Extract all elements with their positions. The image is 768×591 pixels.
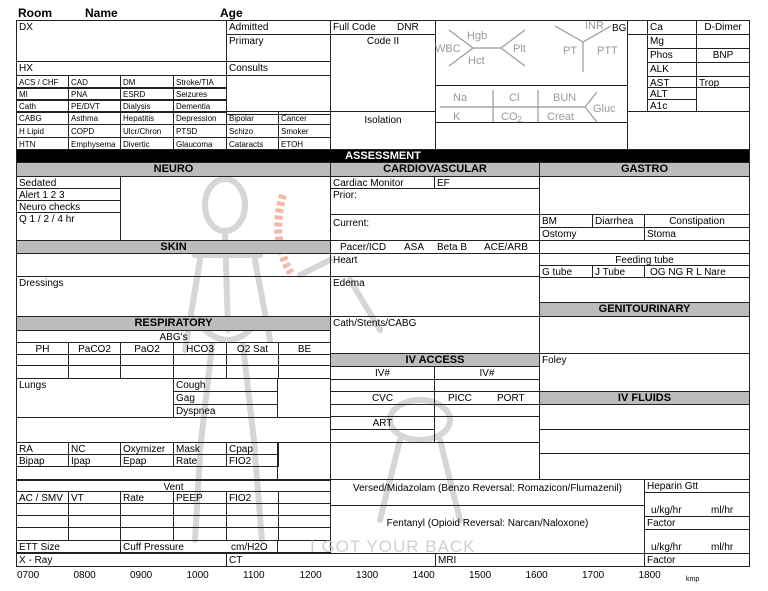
credit-label: kmp <box>686 576 700 583</box>
gastro-header: GASTRO <box>539 162 750 177</box>
iv-fluids-row-1[interactable] <box>539 404 750 430</box>
cardiac-meds-row[interactable] <box>330 240 540 254</box>
cardiac-monitor-field[interactable]: Cardiac Monitor <box>330 176 435 189</box>
alk-field[interactable]: ALK <box>647 62 697 77</box>
vent-value-cell[interactable] <box>173 527 227 541</box>
history-item[interactable]: PE/DVT <box>68 99 121 113</box>
k-label: K <box>453 111 461 123</box>
consults-field[interactable]: Consults <box>226 61 331 76</box>
abg-value-cell[interactable] <box>16 365 69 379</box>
history-item[interactable]: Seizures <box>173 87 227 101</box>
history-item[interactable]: ESRD <box>120 87 174 101</box>
time-label: 0900 <box>130 570 153 581</box>
oxygen-option[interactable]: Oxymizer <box>120 442 174 455</box>
neuro-frequency-field[interactable]: Q 1 / 2 / 4 hr <box>16 212 121 241</box>
gluc-label: Gluc <box>593 103 616 115</box>
current-field[interactable]: Current: <box>330 214 540 241</box>
constipation-field[interactable]: Constipation <box>644 214 750 228</box>
iv-fluids-header: IV FLUIDS <box>539 391 750 405</box>
admitted-field[interactable]: Admitted <box>226 20 331 35</box>
dnr-label[interactable]: DNR <box>397 22 419 33</box>
history-item[interactable]: ETOH <box>278 137 331 151</box>
time-label: 1100 <box>243 570 265 581</box>
feeding-notes[interactable] <box>539 277 750 303</box>
cuff-pressure-field[interactable] <box>120 540 278 553</box>
history-item[interactable]: Bipolar <box>226 111 279 125</box>
time-label: 1200 <box>299 570 322 581</box>
abg-header-cell: O2 Sat <box>226 342 279 355</box>
history-item[interactable]: Cath <box>16 99 69 113</box>
oxygen-option[interactable]: Mask <box>173 442 227 455</box>
stoma-field[interactable]: Stoma <box>644 227 750 241</box>
mri-field[interactable]: MRI <box>435 553 645 567</box>
co2-subscript: 2 <box>517 115 522 123</box>
age-label: Age <box>220 6 243 20</box>
iv-fluids-row-2[interactable] <box>539 429 750 454</box>
genitourinary-header: GENITOURINARY <box>539 302 750 317</box>
oxygen-setting[interactable]: Bipap <box>16 454 69 467</box>
heart-field[interactable]: Heart <box>330 253 540 277</box>
ukghr-label-1: u/kg/hr <box>651 505 682 516</box>
oxygen-option[interactable]: NC <box>68 442 121 455</box>
bg-label: BG <box>612 23 627 34</box>
og-ng-field[interactable]: OG NG R L Nare <box>644 265 750 278</box>
iv2-label: IV# <box>434 366 540 380</box>
ostomy-field[interactable]: Ostomy <box>539 227 645 241</box>
prior-field[interactable]: Prior: <box>330 188 540 215</box>
consults-area[interactable] <box>226 75 331 115</box>
abg-value-cell[interactable] <box>120 365 174 379</box>
cuff-pressure-label: Cuff Pressure <box>123 542 184 553</box>
vent-header-cell: PEEP <box>173 491 227 504</box>
ast-field[interactable]: AST <box>647 76 697 88</box>
room-label: Room <box>18 6 52 20</box>
abg-value-cell[interactable] <box>278 365 331 379</box>
abgs-header: ABG's <box>16 330 331 343</box>
time-label: 1800 <box>638 570 661 581</box>
vent-value-cell[interactable] <box>120 527 174 541</box>
iv-access-header: IV ACCESS <box>330 353 540 367</box>
vent-value-cell[interactable] <box>226 527 279 541</box>
history-item[interactable]: MI <box>16 87 69 101</box>
versed-field[interactable]: Versed/Midazolam (Benzo Reversal: Romazicon/Flumazenil) <box>330 479 645 506</box>
lab-notes-box[interactable] <box>435 122 628 150</box>
abg-header-cell: PH <box>16 342 69 355</box>
neuro-header: NEURO <box>16 162 331 177</box>
bnp-value[interactable] <box>696 62 750 77</box>
abg-header-cell: PaO2 <box>120 342 174 355</box>
edema-field[interactable]: Edema <box>330 276 540 317</box>
port-label[interactable]: PORT <box>497 393 525 404</box>
time-label: 0800 <box>73 570 96 581</box>
history-item[interactable]: Asthma <box>68 111 121 125</box>
d-dimer-field[interactable]: D-Dimer <box>696 20 750 35</box>
oxygen-setting[interactable]: Rate <box>173 454 227 467</box>
g-tube-field[interactable]: G tube <box>539 265 593 278</box>
history-item[interactable]: Stroke/TIA <box>173 75 227 89</box>
feeding-tube-label: Feeding tube <box>539 253 750 266</box>
oxygen-values[interactable] <box>16 466 278 480</box>
inr-label: INR <box>585 20 604 32</box>
bnp-field[interactable]: BNP <box>696 48 750 63</box>
co2-label: CO <box>501 111 518 123</box>
heparin-gtt-field[interactable]: Heparin Gtt <box>644 479 750 493</box>
gag-field[interactable]: Gag <box>173 391 278 405</box>
foley-field[interactable]: Foley <box>539 353 750 392</box>
name-label: Name <box>85 6 118 20</box>
alt-field[interactable]: ALT <box>647 87 697 100</box>
abg-header-cell: HCO3 <box>173 342 227 355</box>
hgb-label: Hgb <box>467 30 488 42</box>
abg-header-cell: BE <box>278 342 331 355</box>
resp-extra[interactable] <box>277 378 331 418</box>
art-field[interactable] <box>330 429 435 443</box>
history-item[interactable]: COPD <box>68 124 121 138</box>
trop-field[interactable]: Trop <box>696 76 750 88</box>
factor-field-2[interactable]: Factor <box>644 553 750 567</box>
neuro-checks-field[interactable]: Neuro checks <box>16 200 121 213</box>
xray-field[interactable]: X - Ray <box>16 553 227 567</box>
abg-value-cell[interactable] <box>226 365 279 379</box>
plt-label: Plt <box>513 43 526 55</box>
art-label[interactable]: ART <box>330 416 435 430</box>
factor-field-1[interactable]: Factor <box>644 516 750 530</box>
gastro-extra[interactable] <box>539 240 750 254</box>
factor-rate-row[interactable] <box>644 529 750 554</box>
mlhr-label-2: ml/hr <box>711 542 734 553</box>
code-status-row[interactable] <box>330 20 436 35</box>
time-label: 1600 <box>525 570 548 581</box>
history-item[interactable]: DM <box>120 75 174 89</box>
code-ii-field[interactable]: Code II <box>330 34 436 112</box>
oxygen-setting[interactable]: FIO2 <box>226 454 279 467</box>
bun-label: BUN <box>553 92 577 104</box>
history-item[interactable]: Cancer <box>278 111 331 125</box>
cardiovascular-header: CARDIOVASCULAR <box>330 162 540 177</box>
bg-cell[interactable] <box>627 20 648 35</box>
history-item[interactable]: Divertic <box>120 137 174 151</box>
beta-blocker-label[interactable]: Beta B <box>437 242 468 253</box>
diarrhea-field[interactable]: Diarrhea <box>592 214 645 228</box>
abg-value-cell[interactable] <box>173 365 227 379</box>
abg-value-cell[interactable] <box>68 365 121 379</box>
vent-value-cell[interactable] <box>68 527 121 541</box>
isolation-field[interactable]: Isolation <box>330 111 436 150</box>
cvc-label[interactable]: CVC <box>330 391 435 405</box>
alert-field[interactable]: Alert 1 2 3 <box>16 188 121 201</box>
vent-value-cell[interactable] <box>16 527 69 541</box>
bm-field[interactable]: BM <box>539 214 593 228</box>
hx-field[interactable]: HX <box>16 61 227 76</box>
fentanyl-field[interactable]: Fentanyl (Opioid Reversal: Narcan/Naloxone) <box>330 505 645 554</box>
time-label: 1500 <box>469 570 492 581</box>
dyspnea-field[interactable]: Dyspnea <box>173 404 278 418</box>
gu-notes[interactable] <box>539 316 750 354</box>
picc-port-row[interactable] <box>434 391 540 405</box>
history-item[interactable]: H Lipid <box>16 124 69 138</box>
pacer-label[interactable]: Pacer/ICD <box>340 242 387 253</box>
oxygen-extra[interactable] <box>277 442 331 480</box>
j-tube-field[interactable]: J Tube <box>592 265 645 278</box>
lungs-field[interactable]: Lungs <box>16 378 174 418</box>
history-item[interactable]: Hepatitis <box>120 111 174 125</box>
pt-label: PT <box>563 45 578 57</box>
time-label: 0700 <box>17 570 40 581</box>
cath-stents-field[interactable]: Cath/Stents/CABG <box>330 316 540 354</box>
history-item[interactable]: PNA <box>68 87 121 101</box>
time-label: 1700 <box>582 570 605 581</box>
oxygen-setting[interactable]: Epap <box>120 454 174 467</box>
iv-extra[interactable] <box>434 416 540 443</box>
ett-size-field[interactable]: ETT Size <box>16 540 121 553</box>
sedated-field[interactable]: Sedated <box>16 176 121 189</box>
lab-extra-field[interactable] <box>627 111 750 150</box>
neuro-notes[interactable] <box>120 176 331 241</box>
skin-header: SKIN <box>16 240 331 254</box>
vent-header-cell: FIO2 <box>226 491 279 504</box>
asa-label[interactable]: ASA <box>404 242 425 253</box>
heparin-rate-row[interactable] <box>644 492 750 517</box>
ptt-label: PTT <box>597 45 618 57</box>
history-item[interactable]: CABG <box>16 111 69 125</box>
respiratory-header: RESPIRATORY <box>16 316 331 331</box>
abg-header-cell: PaCO2 <box>68 342 121 355</box>
history-item[interactable]: Emphysema <box>68 137 121 151</box>
phos-field[interactable]: Phos <box>647 48 697 63</box>
history-item[interactable]: Smoker <box>278 124 331 138</box>
oxygen-option[interactable]: RA <box>16 442 69 455</box>
vent-header-cell: VT <box>68 491 121 504</box>
primary-field[interactable]: Primary <box>226 34 331 62</box>
history-item[interactable]: HTN <box>16 137 69 151</box>
vent-header: Vent <box>16 479 331 492</box>
ct-field[interactable]: CT <box>226 553 436 567</box>
trop-value[interactable] <box>696 87 750 112</box>
history-item[interactable]: Schizo <box>226 124 279 138</box>
time-label: 1300 <box>356 570 379 581</box>
hct-label: Hct <box>468 55 485 67</box>
picc-label[interactable]: PICC <box>448 393 472 404</box>
assessment-header: ASSESSMENT <box>16 149 750 163</box>
svg-text:CO2 <box>501 111 523 123</box>
cl-label: Cl <box>509 92 520 104</box>
a1c-field[interactable]: A1c <box>647 99 697 112</box>
time-label: 1000 <box>186 570 209 581</box>
resp-notes[interactable] <box>16 417 331 443</box>
history-item[interactable]: ACS / CHF <box>16 75 69 89</box>
mg-field[interactable]: Mg <box>647 34 697 49</box>
history-item[interactable]: Ulcr/Chron <box>120 124 174 138</box>
iv1-label: IV# <box>330 366 435 380</box>
oxygen-setting[interactable]: Ipap <box>68 454 121 467</box>
wbc-label: WBC <box>435 43 461 55</box>
cmh2o-label: cm/H2O <box>231 542 268 553</box>
history-item[interactable]: Dementia <box>173 99 227 113</box>
lab-fishbone-diagram <box>435 20 628 123</box>
vent-header-cell: Rate <box>120 491 174 504</box>
skin-notes[interactable] <box>16 253 331 277</box>
full-code-label[interactable]: Full Code <box>333 22 376 33</box>
d-dimer-value[interactable] <box>696 34 750 49</box>
history-item[interactable]: PTSD <box>173 124 227 138</box>
history-item[interactable]: Glaucoma <box>173 137 227 151</box>
iv-fluids-row-3[interactable] <box>539 453 750 480</box>
na-label: Na <box>453 92 468 104</box>
vent-header-cell: AC / SMV <box>16 491 69 504</box>
history-item[interactable]: Dialysis <box>120 99 174 113</box>
oxygen-option[interactable]: Cpap <box>226 442 279 455</box>
history-item[interactable]: Cataracts <box>226 137 279 151</box>
ukghr-label-2: u/kg/hr <box>651 542 682 553</box>
ef-field[interactable]: EF <box>434 176 540 189</box>
ace-arb-label[interactable]: ACE/ARB <box>484 242 528 253</box>
history-item[interactable]: CAD <box>68 75 121 89</box>
ca-field[interactable]: Ca <box>647 20 697 35</box>
creat-label: Creat <box>547 111 574 123</box>
watermark-text: I GOT YOUR BACK <box>310 537 476 556</box>
history-item[interactable]: Depression <box>173 111 227 125</box>
dx-field[interactable]: DX <box>16 20 227 62</box>
gastro-notes[interactable] <box>539 176 750 215</box>
time-label: 1400 <box>412 570 435 581</box>
dressings-field[interactable]: Dressings <box>16 276 331 317</box>
mlhr-label-1: ml/hr <box>711 505 734 516</box>
cough-field[interactable]: Cough <box>173 378 278 392</box>
